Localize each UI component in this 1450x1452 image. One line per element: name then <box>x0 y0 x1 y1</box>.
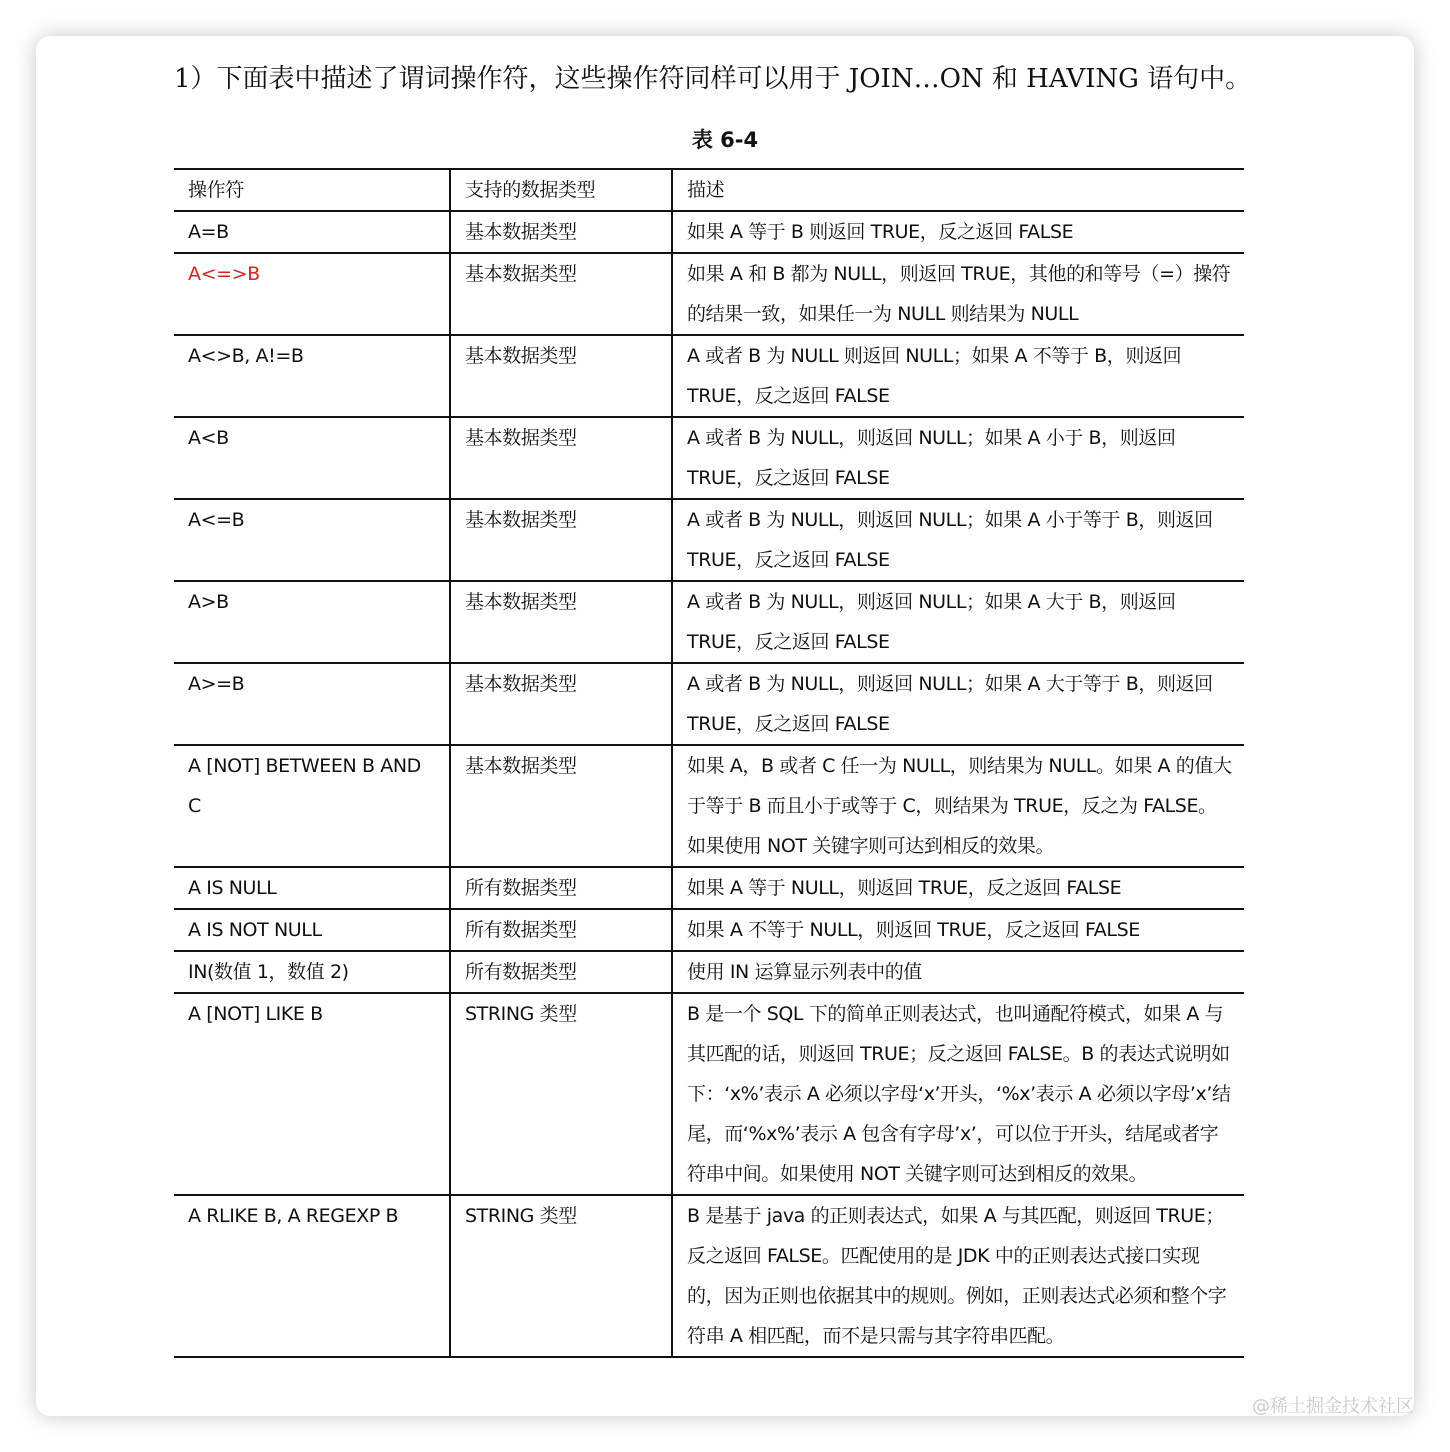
watermark: @稀土掘金技术社区 <box>1252 1396 1414 1417</box>
document-page <box>36 36 1414 1416</box>
description-cell: A 或者 B 为 NULL，则返回 NULL；如果 A 小于 B，则返回 TRUE，反之返回 FALSE <box>672 417 1244 499</box>
type-cell: 基本数据类型 <box>450 253 672 335</box>
table-row <box>174 335 1244 417</box>
description-cell: B 是一个 SQL 下的简单正则表达式，也叫通配符模式，如果 A 与其匹配的话，则返回 TRUE；反之返回 FALSE。B 的表达式说明如下：‘x%’表示 A 必须以字母‘x’开头，‘%x’表示 A 必须以字母’x’结尾，而‘%x%’表示 A 包含有字母’x’，可以位于开头，结尾或者字符串中间。如果使用 NOT 关键字则可达到相反的效果。 <box>672 993 1244 1195</box>
operator-cell: A<>B, A!=B <box>174 335 450 417</box>
table-row <box>174 253 1244 335</box>
operator-cell-highlighted: A<=>B <box>174 253 450 335</box>
type-cell: 基本数据类型 <box>450 663 672 745</box>
table-row <box>174 1195 1244 1357</box>
description-cell: B 是基于 java 的正则表达式，如果 A 与其匹配，则返回 TRUE；反之返回 FALSE。匹配使用的是 JDK 中的正则表达式接口实现的，因为正则也依据其中的规则。例如，正则表达式必须和整个字符串 A 相匹配，而不是只需与其字符串匹配。 <box>672 1195 1244 1357</box>
operator-cell: A>B <box>174 581 450 663</box>
type-cell: 所有数据类型 <box>450 867 672 909</box>
type-cell: STRING 类型 <box>450 993 672 1195</box>
table-caption: 表 6-4 <box>691 128 759 152</box>
description-cell: A 或者 B 为 NULL，则返回 NULL；如果 A 大于等于 B，则返回 TRUE，反之返回 FALSE <box>672 663 1244 745</box>
table-header-row <box>174 169 1244 211</box>
type-cell: 基本数据类型 <box>450 335 672 417</box>
header-operator: 操作符 <box>174 169 450 211</box>
table-row <box>174 581 1244 663</box>
operator-cell: A=B <box>174 211 450 253</box>
description-cell: 如果 A 等于 B 则返回 TRUE，反之返回 FALSE <box>672 211 1244 253</box>
description-cell: 如果 A，B 或者 C 任一为 NULL，则结果为 NULL。如果 A 的值大于等于 B 而且小于或等于 C，则结果为 TRUE，反之为 FALSE。如果使用 NOT 关键字则可达到相反的效果。 <box>672 745 1244 867</box>
table-row <box>174 909 1244 951</box>
operator-cell: A<=B <box>174 499 450 581</box>
description-cell: A 或者 B 为 NULL，则返回 NULL；如果 A 小于等于 B，则返回 TRUE，反之返回 FALSE <box>672 499 1244 581</box>
table-row <box>174 417 1244 499</box>
description-cell: 如果 A 和 B 都为 NULL，则返回 TRUE，其他的和等号（=）操符的结果一致，如果任一为 NULL 则结果为 NULL <box>672 253 1244 335</box>
description-cell: 如果 A 等于 NULL，则返回 TRUE，反之返回 FALSE <box>672 867 1244 909</box>
operator-table <box>174 168 1244 1358</box>
type-cell: 基本数据类型 <box>450 211 672 253</box>
header-data-type: 支持的数据类型 <box>450 169 672 211</box>
operator-cell: A IS NULL <box>174 867 450 909</box>
type-cell: 所有数据类型 <box>450 951 672 993</box>
type-cell: 基本数据类型 <box>450 499 672 581</box>
type-cell: 基本数据类型 <box>450 581 672 663</box>
table-row <box>174 993 1244 1195</box>
table-row <box>174 745 1244 867</box>
operator-cell: A>=B <box>174 663 450 745</box>
table-row <box>174 663 1244 745</box>
header-description: 描述 <box>672 169 1244 211</box>
table-row <box>174 211 1244 253</box>
intro-paragraph: 1）下面表中描述了谓词操作符，这些操作符同样可以用于 JOIN…ON 和 HAVING 语句中。 <box>174 64 1252 94</box>
operator-cell: A [NOT] BETWEEN B AND C <box>174 745 450 867</box>
description-cell: 如果 A 不等于 NULL，则返回 TRUE，反之返回 FALSE <box>672 909 1244 951</box>
type-cell: 基本数据类型 <box>450 417 672 499</box>
type-cell: STRING 类型 <box>450 1195 672 1357</box>
operator-cell: A IS NOT NULL <box>174 909 450 951</box>
description-cell: 使用 IN 运算显示列表中的值 <box>672 951 1244 993</box>
type-cell: 基本数据类型 <box>450 745 672 867</box>
table-row <box>174 867 1244 909</box>
operator-cell: A [NOT] LIKE B <box>174 993 450 1195</box>
table-row <box>174 951 1244 993</box>
operator-cell: A RLIKE B, A REGEXP B <box>174 1195 450 1357</box>
description-cell: A 或者 B 为 NULL 则返回 NULL；如果 A 不等于 B，则返回 TRUE，反之返回 FALSE <box>672 335 1244 417</box>
type-cell: 所有数据类型 <box>450 909 672 951</box>
description-cell: A 或者 B 为 NULL，则返回 NULL；如果 A 大于 B，则返回 TRUE，反之返回 FALSE <box>672 581 1244 663</box>
table-row <box>174 499 1244 581</box>
operator-cell: A<B <box>174 417 450 499</box>
operator-cell: IN(数值 1，数值 2) <box>174 951 450 993</box>
